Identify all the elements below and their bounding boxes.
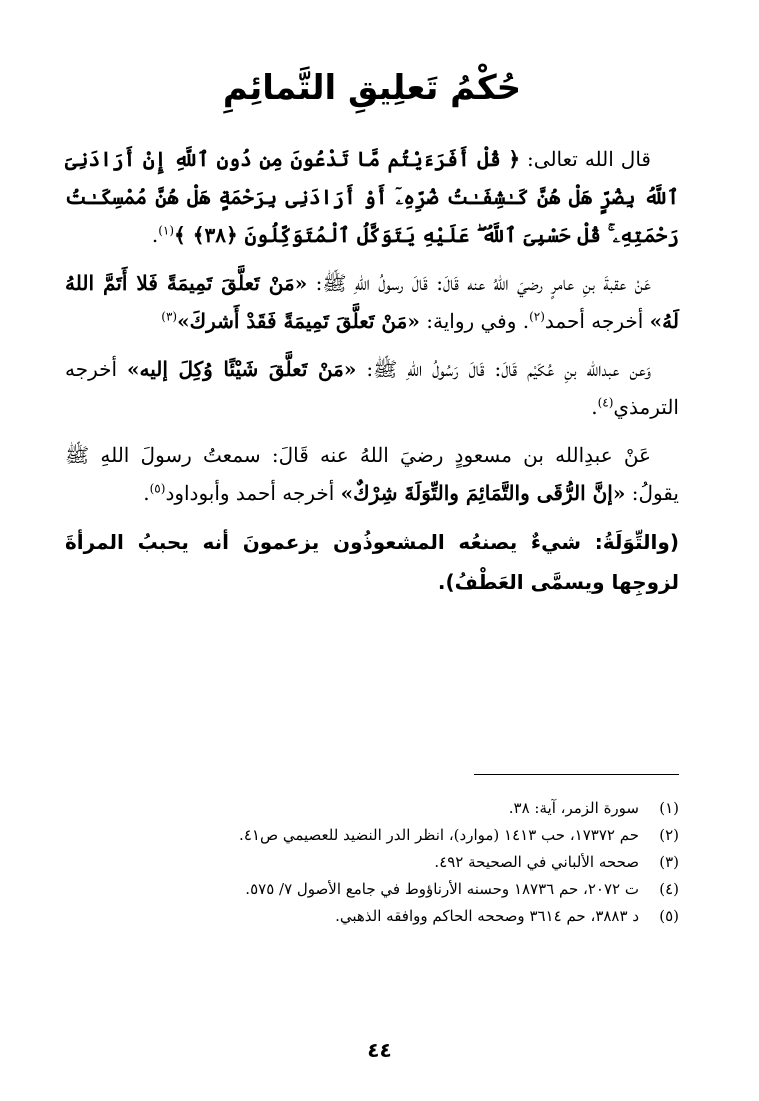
paragraph-hadith-ibn-masud [65,436,679,512]
footnote-ref-4[interactable]: (٤) [597,395,614,410]
footnote-1 [60,795,679,822]
quran-verse: ﴿ قُلْ أَفَرَءَيْتُم مَّا تَدْعُونَ مِن دُونِ ٱللَّهِ إِنْ أَرَادَنِىَ ٱللَّهُ بِضُرٍّ هَلْ هُنَّ كَـٰشِفَـٰتُ ضُرِّهِۦٓ أَوْ أَرَادَنِى بِرَحْمَةٍ هَلْ هُنَّ مُمْسِكَـٰتُ رَحْمَتِهِۦ ۚ قُلْ حَسْبِىَ ٱللَّهُ ۖ عَلَيْهِ يَتَوَكَّلُ ٱلْمُتَوَكِّلُونَ ﴿٣٨﴾ ﴾ [65,147,679,247]
period: . [591,395,598,419]
page-number: ٤٤ [367,1038,392,1062]
footnote-number: (٥) [659,907,679,925]
footnote-text: حم ١٧٣٧٢، حب ١٤١٣ (موارد)، انظر الدر النضيد للعصيمي ص٤١. [239,826,639,844]
footnote-3 [60,849,679,876]
hadith-text-4: «إنَّ الرُّقَى والتَّمَائِمَ والتِّوَلَةَ شِرْكٌ» [340,481,626,505]
footnotes [60,795,679,930]
footnote-2 [60,822,679,849]
footnote-number: (٢) [659,826,679,844]
footnote-5 [60,903,679,930]
footnote-text: د ٣٨٨٣، حم ٣٦١٤ وصححه الحاكم ووافقه الذهبي. [335,907,639,925]
tiwala-definition: (والتِّوَلَةُ: شيءٌ يصنعُه المشعوذُون يزعمونَ أنه يحببُ المرأةَ لزوجِها ويسمَّى العَطْفُ). [65,530,679,594]
verse-intro: قال الله تعالى: [520,147,651,171]
variant-intro: . وفي رواية: [419,309,530,333]
footnote-ref-1[interactable]: (١) [158,223,175,238]
paragraph-hadith-ukaym [65,350,679,426]
hadith-text-2: «مَنْ تَعلَّقَ تَمِيمَةً فَقَدْ أَشركَ» [177,309,420,333]
narration-text: وَعن عبدالله بنِ عُكَيْم قَالَ: قَالَ رَسُولُ اللهِ ﷺ: [356,357,652,381]
footnote-ref-2[interactable]: (٢) [529,309,545,324]
footnote-text: صححه الألباني في الصحيحة ٤٩٢. [434,853,639,871]
page-title: حُكْمُ تَعلِيقِ التَّمائِمِ [222,68,522,108]
footnote-number: (١) [659,799,679,817]
source-text: أخرجه أحمد وأبوداود [165,481,341,505]
hadith-text-1: «مَنْ تَعلَّقَ تَمِيمَةً فَلا أَتَمَّ اللهُ لَهُ» [65,271,679,333]
narration-text: عَنْ عبدِالله بن مسعودٍ رضيَ اللهُ عنه قَالَ: سمعتُ رسولَ اللهِ ﷺ يقولُ: [65,443,679,505]
footnote-ref-3[interactable]: (٣) [161,309,178,324]
hadith-text-3: «مَنْ تَعلَّقَ شَيْئًا وُكِلَ إليه» [127,357,357,381]
source-text: أخرجه أحمد [544,309,650,333]
footnote-text: ت ٢٠٧٢، حم ١٨٧٣٦ وحسنه الأرناؤوط في جامع الأصول ٧/ ٥٧٥. [245,880,639,898]
paragraph-hadith-uqba [65,264,679,340]
paragraph-verse: قال الله تعالى: ﴿ قُلْ أَفَرَءَيْتُم مَّا تَدْعُونَ مِن دُونِ ٱللَّهِ إِنْ أَرَادَنِىَ ٱللَّهُ بِضُرٍّ هَلْ هُنَّ كَـٰشِفَـٰتُ ضُرِّهِۦٓ أَوْ أَرَادَنِى بِرَحْمَةٍ هَلْ هُنَّ مُمْسِكَـٰتُ رَحْمَتِهِۦ ۚ قُلْ حَسْبِىَ ٱللَّهُ ۖ عَلَيْهِ يَتَوَكَّلُ ٱلْمُتَوَكِّلُونَ ﴿٣٨﴾ ﴾$^{(١)}$. [65,147,679,247]
footnote-divider [474,774,679,775]
footnote-4 [60,876,679,903]
footnote-ref-5[interactable]: (٥) [149,481,166,496]
source-text: أخرجه الترمذي [65,357,679,419]
period: . [143,481,150,505]
narration-text: عَنْ عقبةَ بنِ عامرٍ رضيَ اللهُ عنه قَالَ: قَالَ رسولُ اللهِ ﷺ: [307,271,651,295]
footnote-number: (٣) [659,853,679,871]
footnote-text: سورة الزمر، آية: ٣٨. [508,799,639,817]
footnote-number: (٤) [659,880,679,898]
